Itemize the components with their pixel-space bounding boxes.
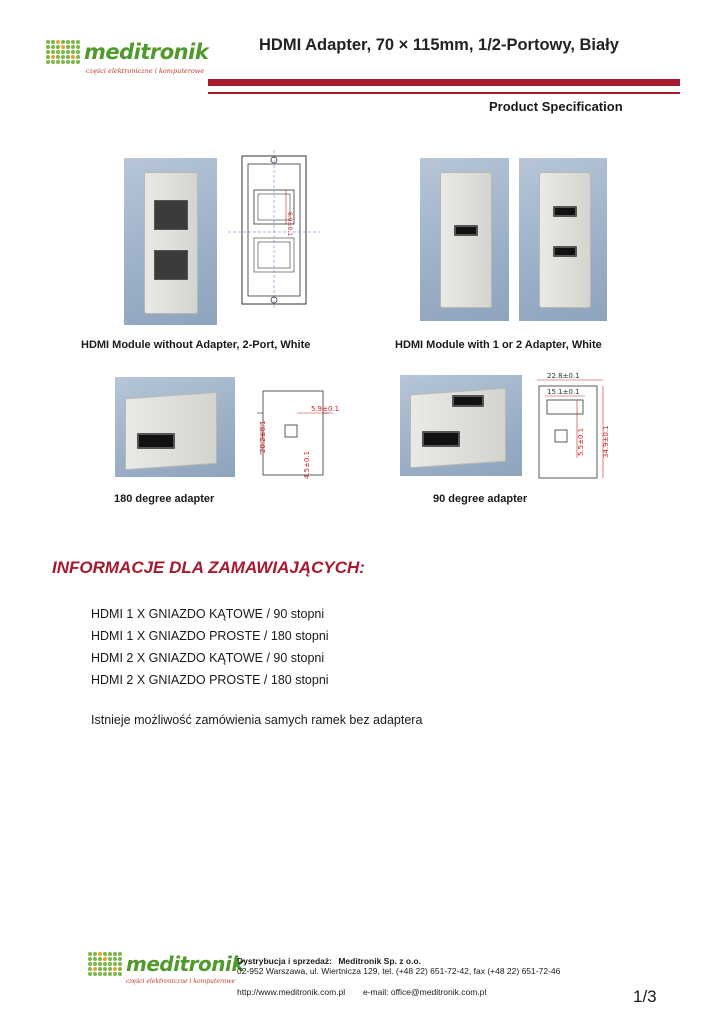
- page-number: 1/3: [633, 987, 657, 1006]
- header-red-bar: [208, 79, 680, 86]
- footer-email-link[interactable]: e-mail: office@meditronik.com.pl: [363, 987, 487, 997]
- adapter-90-drawing: [533, 372, 613, 484]
- footer-distribution: [237, 956, 421, 966]
- logo-tagline: części elektroniczne i komputerowe: [86, 67, 205, 75]
- dim-label: 5.9±0.1: [311, 405, 340, 413]
- footer-logo: [88, 952, 244, 976]
- header-thin-line: [208, 92, 680, 94]
- ordering-heading: INFORMACJE DLA ZAMAWIAJĄCYCH:: [52, 558, 365, 577]
- dim-label: 4.5±0.1: [303, 450, 311, 479]
- list-item: HDMI 2 X GNIAZDO PROSTE / 180 stopni: [91, 673, 329, 687]
- logo-wordmark: meditronik: [84, 40, 209, 64]
- list-item: HDMI 1 X GNIAZDO PROSTE / 180 stopni: [91, 629, 329, 643]
- header-logo: [46, 40, 208, 64]
- dim-label: 34.9±0.1: [602, 425, 610, 458]
- footer-logo-wordmark: meditronik: [126, 952, 245, 976]
- dim-label: 6.9±0.1: [286, 212, 293, 237]
- frame-technical-drawing: [228, 150, 320, 310]
- caption-180-degree-adapter: 180 degree adapter: [114, 493, 215, 505]
- dim-label: 22.8±0.1: [547, 372, 580, 380]
- footer-website-link[interactable]: http://www.meditronik.com.pl: [237, 987, 346, 997]
- adapter-180-photo: [115, 377, 235, 477]
- dim-label: 5.5±0.1: [577, 427, 585, 456]
- logo-dots-icon: [46, 40, 80, 64]
- frame-photo-two-adapters: [519, 158, 607, 321]
- frame-photo-one-adapter: [420, 158, 509, 321]
- caption-module-with-adapter: HDMI Module with 1 or 2 Adapter, White: [395, 339, 602, 351]
- frame-photo-no-adapter: [124, 158, 217, 325]
- footer-logo-tagline: części elektroniczne i komputerowe: [126, 978, 236, 985]
- footer-company: Meditronik Sp. z o.o.: [338, 956, 421, 966]
- caption-90-degree-adapter: 90 degree adapter: [433, 493, 528, 505]
- list-item: HDMI 1 X GNIAZDO KĄTOWE / 90 stopni: [91, 607, 325, 621]
- ordering-list: [91, 603, 329, 691]
- caption-module-without-adapter: HDMI Module without Adapter, 2-Port, White: [81, 339, 311, 351]
- dim-label: 15.1±0.1: [547, 388, 580, 396]
- logo-dots-icon: [88, 952, 122, 976]
- section-label: Product Specification: [489, 99, 623, 114]
- footer-distribution-label: Dystrybucja i sprzedaż:: [237, 956, 332, 966]
- adapter-180-drawing: [253, 383, 343, 483]
- ordering-note: Istnieje możliwość zamówienia samych ramek bez adaptera: [91, 713, 423, 727]
- footer-address: 02-952 Warszawa, ul. Wiertnicza 129, tel. (+48 22) 651-72-42, fax (+48 22) 651-72-46: [237, 966, 561, 976]
- list-item: HDMI 2 X GNIAZDO KĄTOWE / 90 stopni: [91, 651, 325, 665]
- adapter-90-photo: [400, 375, 522, 476]
- page-title: HDMI Adapter, 70 × 115mm, 1/2-Portowy, Biały: [259, 36, 619, 54]
- dim-label: 20.2±0.1: [259, 420, 267, 453]
